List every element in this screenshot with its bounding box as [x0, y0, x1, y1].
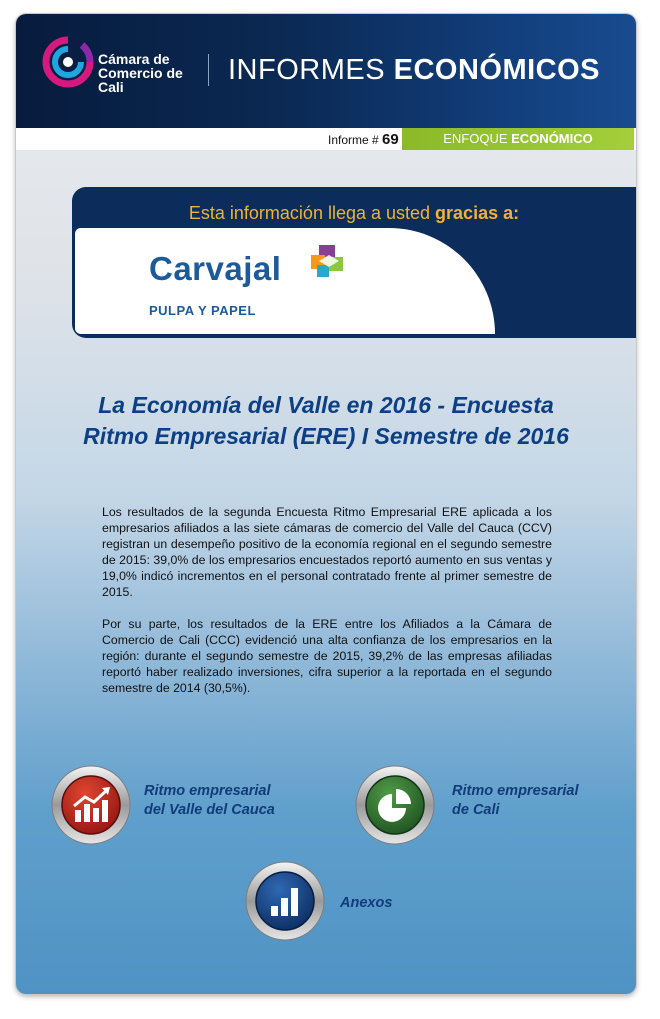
sponsor-intro-bold: gracias a:: [435, 203, 520, 223]
logo-line-1: Cámara de: [98, 51, 170, 67]
section-light: ENFOQUE: [443, 131, 508, 146]
title-bold: ECONÓMICOS: [393, 54, 601, 86]
sponsor-banner[interactable]: [72, 187, 636, 338]
informe-number: 69: [382, 131, 399, 148]
headline-line-2: Ritmo Empresarial (ERE) I Semestre de 2016: [83, 423, 569, 449]
carvajal-logo-icon: [311, 245, 349, 281]
sponsor-intro-text: Esta información llega a usted: [188, 203, 431, 223]
page-title: [228, 54, 600, 87]
title-light: INFORMES: [228, 54, 386, 86]
link-anexos[interactable]: [340, 894, 392, 913]
logo-line-2: Comercio de: [98, 65, 183, 81]
link-ritmo-valle-line-2: del Valle del Cauca: [144, 802, 275, 818]
link-ritmo-cali[interactable]: [452, 782, 579, 820]
link-anexos-label: Anexos: [340, 895, 393, 911]
bar-chart-icon[interactable]: [244, 860, 326, 942]
logo-text: [98, 52, 183, 94]
report-number: [328, 131, 399, 148]
header-divider: [208, 54, 209, 86]
headline-line-1: La Economía del Valle en 2016 - Encuesta: [98, 392, 554, 418]
paragraph-2: Por su parte, los resultados de la ERE entre los Afiliados a la Cámara de Comercio de Cali (CCC) evidenció una alta confianza de los empresarios en la región: durante el segundo semestre de 2015, 39,2% de las empresas afiliadas reportó haber realizado inversiones, cifra superior a la reportada en el segundo semestre de 2014 (30,5%).: [102, 617, 552, 695]
sponsor-intro: [72, 203, 636, 224]
carvajal-logo-text: Carvajal: [149, 250, 282, 287]
link-ritmo-cali-line-2: de Cali: [452, 802, 500, 818]
section-badge: [402, 128, 634, 150]
link-ritmo-valle-line-1: Ritmo empresarial: [144, 783, 271, 799]
paragraph-1: Los resultados de la segunda Encuesta Ritmo Empresarial ERE aplicada a los empresarios afiliados a las siete cámaras de comercio del Valle del Cauca (CCV) registran un desempeño positivo de la economía regional en el segundo semestre de 2015: 39,0% de los empresarios encuestados reportó aumento en sus ventas y 19,0% indicó incrementos en el personal contratado frente al primer semestre de 2015.: [102, 505, 552, 599]
header: [16, 14, 636, 128]
body-text: [102, 504, 552, 712]
section-bold: ECONÓMICO: [511, 131, 593, 146]
carvajal-subtitle: PULPA Y PAPEL: [149, 303, 256, 318]
headline: [16, 390, 636, 452]
pie-chart-icon[interactable]: [354, 764, 436, 846]
growth-chart-icon[interactable]: [50, 764, 132, 846]
informe-label: Informe #: [328, 133, 379, 147]
sponsor-logo-area: [75, 228, 495, 334]
link-ritmo-valle[interactable]: [144, 782, 275, 820]
link-ritmo-cali-line-1: Ritmo empresarial: [452, 783, 579, 799]
logo-line-3: Cali: [98, 79, 124, 95]
camara-logo-icon: [42, 36, 94, 88]
report-card: [16, 14, 636, 994]
